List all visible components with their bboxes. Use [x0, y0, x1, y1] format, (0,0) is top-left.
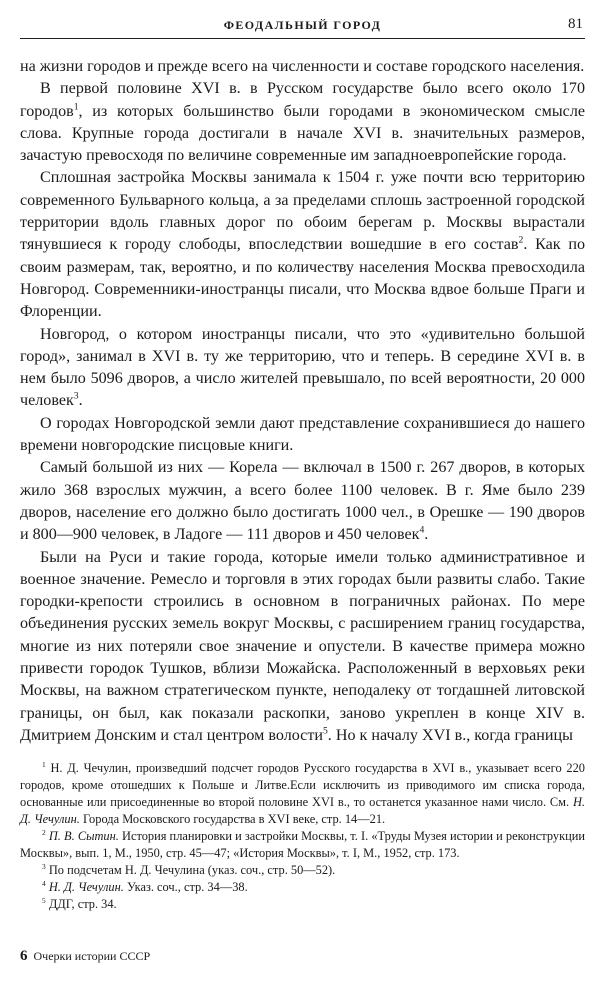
footnote: $^5$ ДДГ, стр. 34. [42, 895, 117, 911]
author-name: Н. Д. Чечулин. [48, 880, 124, 894]
footnote-ref: 4 [419, 524, 425, 536]
signature-text: Очерки истории СССР [33, 949, 151, 963]
footnote: $^1$ Н. Д. Чечулин, произведший подсчет городов Русского государства в XVI в., указывает всего 220 городов, кроме отошедших к Польше и Литве.Если исключить из приводимого им списка города, основанные или присоединенные во второй половине XVI в., то останется указанное нами число. См. Н. Д. Чечулин. Города Московского государства в XVI веке, стр. 14—21. [20, 759, 585, 826]
page-number: 81 [568, 16, 583, 32]
paragraph: О городах Новгородской земли дают представление сохранившиеся до нашего времени новгородские писцовые книги. [20, 414, 585, 455]
footnote-ref: 3 [73, 390, 79, 402]
paragraph: Новгород, о котором иностранцы писали, что это «удивительно большой город», занимал в XVI в. ту же территорию, что и теперь. В середине XVI в. в нем было 5096 дворов, а число жителей превышало, по всей вероятности, 20 000 человек$^3$. [20, 325, 585, 410]
printer-signature [20, 948, 150, 965]
footnote: $^3$ По подсчетам Н. Д. Чечулина (указ. соч., стр. 50—52). [42, 861, 336, 877]
paragraph: Самый большой из них — Корела — включал в 1500 г. 267 дворов, в которых жило 368 взрослых мужчин, а всего более 1100 человек. В г. Яме было 239 дворов, население его должно было достигать 1000 чел., в Орешке — 190 дворов и 800—900 человек, в Ладоге — 111 дворов и 450 человек$^4$. [20, 459, 585, 544]
footnote: $^2$ П. В. Сытин. История планировки и застройки Москвы, т. I. «Труды Музея истории и реконструкции Москвы», вып. 1, М., 1950, стр. 45—47; «История Москвы», т. I, М., 1952, стр. 173. [20, 827, 586, 860]
footnote-mark: 2 [42, 827, 46, 837]
footnote-ref: 2 [518, 234, 524, 246]
footnote-mark: 1 [42, 759, 46, 769]
footnote-mark: 4 [42, 878, 46, 888]
footnote-mark: 5 [42, 895, 46, 905]
running-title: ФЕОДАЛЬНЫЙ ГОРОД [223, 18, 382, 32]
body-text [20, 56, 585, 747]
paragraph: Были на Руси и такие города, которые имели только административное и военное значение. Ремесло и торговля в этих городах были развиты слабо. Такие городки-крепости строились в основном в пограничных районах. По мере объединения русских земель вокруг Москвы, с расширением границ государства, многие из них потеряли свое значение и опустели. В качестве примера можно привести городок Тушков, вблизи Можайска. Расположенный в верховьях реки Москвы, на важном стратегическом пункте, неподалеку от тогдашней литовской границы, он был, как показали раскопки, заново укреплен в конце XIV в. Дмитрием Донским и стал центром волости$^5$. Но к началу XVI в., когда границы [20, 548, 585, 744]
paragraph: В первой половине XVI в. в Русском государстве было всего около 170 городов$^1$, из которых большинство были городами в экономическом смысле слова. Крупные города достигали в начале XVI в. значительных размеров, зачастую превосходя по величине современные им западноевропейские города. [20, 80, 585, 165]
footnote-ref: 5 [322, 725, 328, 737]
author-name: П. В. Сытин. [48, 829, 119, 843]
paragraph: Сплошная застройка Москвы занимала к 1504 г. уже почти всю территорию современного Бульварного кольца, а за пределами сплошь застроенной городской территории вдоль главных дорог по обоим берегам р. Москвы вырастали тянувшиеся к городу слободы, впоследствии вошедшие в его состав$^2$. Как по своим размерам, так, вероятно, и по количеству населения Москва превосходила Новгород. Современники-иностранцы писали, что Москва вдвое больше Праги и Флоренции. [20, 169, 586, 321]
page-header [20, 8, 585, 39]
author-name: Н. Д. Чечулин. [20, 795, 585, 826]
signature-number: 6 [20, 948, 28, 964]
footnotes [20, 760, 585, 913]
footnote-ref: 1 [73, 100, 79, 112]
footnote: $^4$ Н. Д. Чечулин. Указ. соч., стр. 34—38. [42, 878, 248, 894]
paragraph: на жизни городов и прежде всего на численности и составе городского населения. [20, 58, 585, 75]
footnote-mark: 3 [42, 861, 46, 871]
